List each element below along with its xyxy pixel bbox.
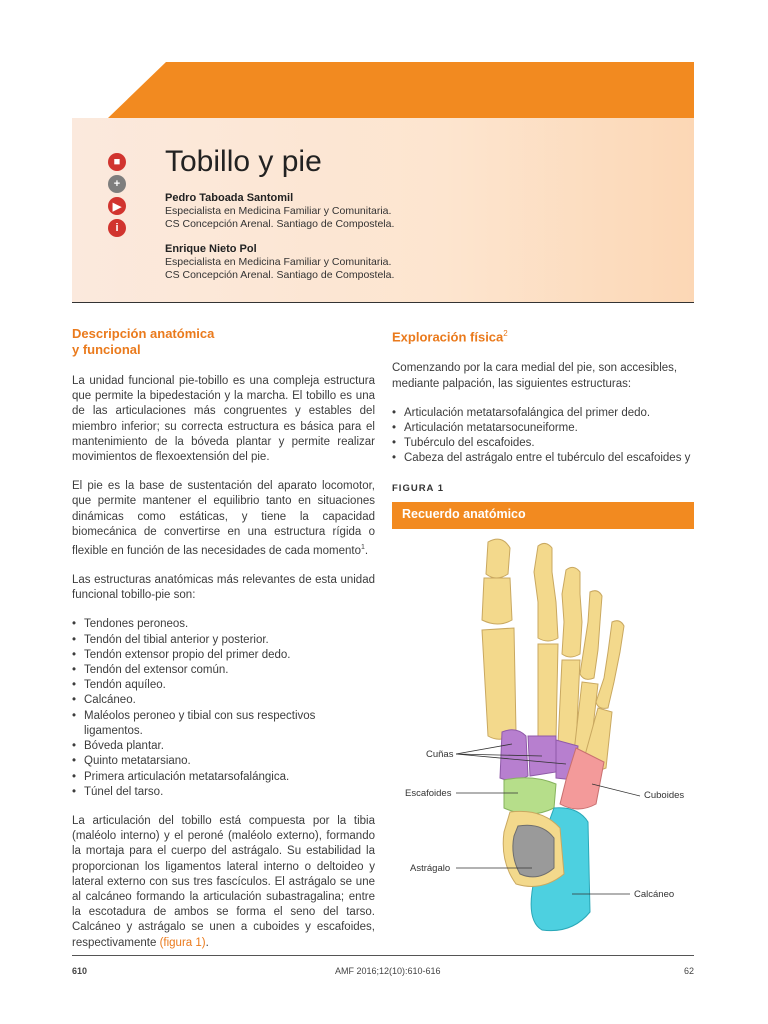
structures-list [72, 617, 375, 799]
stop-icon: ■ [108, 153, 126, 171]
talus-articular-surface [513, 825, 554, 877]
label-calcaneo: Calcáneo [634, 889, 675, 900]
list-item: • Tendón del extensor común. [72, 663, 375, 678]
list-item: • Túnel del tarso. [72, 785, 375, 800]
page-number-left: 610 [72, 966, 88, 976]
list-item: • Tendón del tibial anterior y posterior. [72, 633, 375, 648]
author-affiliation: CS Concepción Arenal. Santiago de Compostela. [165, 218, 395, 230]
list-item: • Maléolos peroneo y tibial con sus respectivos ligamentos. [72, 709, 375, 739]
list-item: • Quinto metatarsiano. [72, 754, 375, 769]
paragraph-end: . [205, 936, 209, 949]
side-icons [108, 153, 128, 241]
reference: 2 [503, 329, 508, 338]
reference: 1 [360, 544, 365, 552]
list-item: • Tubérculo del escafoides. [392, 436, 694, 451]
citation: AMF 2016;12(10):610-616 [335, 966, 441, 976]
heading-line: Descripción anatómica [72, 326, 215, 341]
label-escafoides: Escafoides [405, 788, 452, 799]
big-toe-distal-phalanx [486, 539, 510, 578]
heading-text: Exploración física [392, 329, 504, 345]
author-2 [165, 243, 394, 282]
author-name: Pedro Taboada Santomil [165, 192, 294, 204]
third-toe-phalanges [562, 567, 582, 657]
list-item: • Tendón aquíleo. [72, 678, 375, 693]
plus-icon: + [108, 175, 126, 193]
header-divider [72, 302, 694, 303]
left-column [72, 326, 375, 965]
paragraph: Las estructuras anatómicas más relevantes de esta unidad funcional tobillo-pie son: [72, 574, 375, 602]
section-heading [392, 326, 694, 345]
right-column [392, 326, 694, 529]
figure-label: FIGURA 1 [392, 482, 444, 494]
author-affiliation: Especialista en Medicina Familiar y Comunitaria. [165, 205, 392, 217]
label-astragalo: Astrágalo [410, 863, 451, 874]
footer-divider [72, 955, 694, 956]
label-cuboides: Cuboides [644, 790, 685, 801]
page-title: Tobillo y pie [165, 145, 322, 178]
play-icon: ▶ [108, 197, 126, 215]
list-item: • Bóveda plantar. [72, 739, 375, 754]
author-1 [165, 192, 394, 231]
label-cunas: Cuñas [426, 749, 454, 760]
paragraph: La unidad funcional pie-tobillo es una compleja estructura que permite la bipedestación y la marcha. El tobillo es una de las articulaciones más congruentes y estables del miembro inferior; su correcta estructura es básica para el mantenimiento de la bóveda plantar y permite realizar movimientos de flexoextensión del pie. [72, 375, 375, 464]
paragraph-text: El pie es la base de sustentación del aparato locomotor, que permite mantener el equilibrio tanto en situaciones dinámicas como estáticas, y tiene la capacidad biomecánica de convertirse en una estructura rígida o flexible en función de las necesidades de cada momento [72, 480, 375, 557]
palpation-list [392, 406, 694, 467]
big-toe-proximal-phalanx [482, 578, 512, 624]
navicular-bone [504, 778, 556, 814]
header-band [108, 62, 694, 118]
author-affiliation: Especialista en Medicina Familiar y Comunitaria. [165, 256, 392, 268]
second-toe-phalanges [534, 543, 558, 641]
figure-link[interactable]: (figura 1) [159, 936, 206, 949]
author-name: Enrique Nieto Pol [165, 243, 257, 255]
second-metatarsal [538, 644, 558, 738]
paragraph: Comenzando por la cara medial del pie, son accesibles, mediante palpación, las siguientes estructuras: [392, 362, 678, 390]
paragraph [72, 814, 375, 951]
fourth-toe-phalanges [580, 591, 602, 680]
list-item: • Tendón extensor propio del primer dedo. [72, 648, 375, 663]
first-metatarsal [482, 628, 516, 739]
page-number-right: 62 [683, 966, 694, 976]
list-item: • Articulación metatarsocuneiforme. [392, 421, 694, 436]
list-item: • Tendones peroneos. [72, 617, 375, 632]
figure-title-bar: Recuerdo anatómico [392, 502, 694, 529]
list-item: • Cabeza del astrágalo entre el tubérculo del escafoides y [392, 451, 694, 466]
author-affiliation: CS Concepción Arenal. Santiago de Compostela. [165, 269, 395, 281]
fifth-toe-phalanges [596, 621, 624, 709]
heading-line: y funcional [72, 342, 141, 357]
list-item: • Primera articulación metatarsofalángica. [72, 770, 375, 785]
section-heading [72, 326, 375, 358]
list-item: • Articulación metatarsofalángica del primer dedo. [392, 406, 694, 421]
cuboides-leader [592, 784, 640, 796]
foot-bones-illustration [392, 522, 694, 942]
paragraph: El pie es la base de sustentación del aparato locomotor, que permite mantener el equilibrio tanto en situaciones dinámicas como estáticas, y tiene la capacidad biomecánica de convertirse en una estructura rígida o flexible en función de las necesidades de cada momento$^1$. [72, 480, 375, 557]
paragraph-text: La articulación del tobillo está compuesta por la tibia (maléolo interno) y el peroné (maléolo externo), formando la mortaja para el cuerpo del astrágalo. Su estabilidad la proporcionan los ligamentos lateral interno o deltoideo y lateral externo con sus tres fascículos. El astrágalo se une al calcáneo formando la articulación subastragalina; entre la escotadura de ambos se forma el seno del tarso. Calcáneo y astrágalo se unen a cuboides y escafoides, respectivamente [72, 814, 375, 949]
info-icon: i [108, 219, 126, 237]
foot-bones [482, 539, 624, 931]
list-item: • Calcáneo. [72, 693, 375, 708]
